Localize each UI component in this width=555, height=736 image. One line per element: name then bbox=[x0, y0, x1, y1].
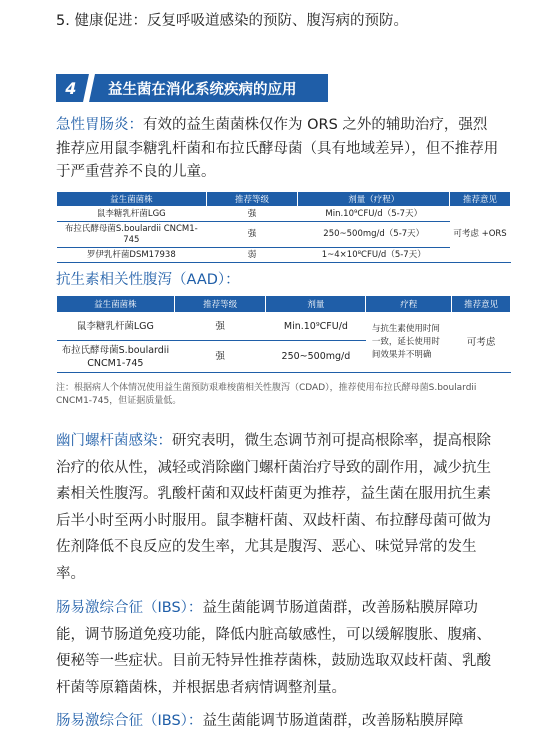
table2-header-dose: 剂量 bbox=[266, 296, 366, 313]
section-title: 益生菌在消化系统疾病的应用 bbox=[108, 81, 297, 98]
table-cell: 强 bbox=[206, 207, 298, 222]
gastroenteritis-paragraph bbox=[56, 114, 501, 185]
table2-header-grade: 推荐等级 bbox=[174, 296, 266, 313]
table-cell: 布拉氏酵母菌S.boulardii CNCM1-745 bbox=[57, 222, 207, 248]
gastroenteritis-table bbox=[56, 191, 511, 263]
table-cell: 布拉氏酵母菌S.boulardii CNCM1-745 bbox=[57, 341, 175, 373]
table2-header-opinion: 推荐意见 bbox=[452, 296, 511, 313]
gastroenteritis-text: 有效的益生菌菌株仅作为 ORS 之外的辅助治疗，强烈推荐应用鼠李糖乳杆菌和布拉氏酵母菌（具有地域差异），但不推荐用于严重营养不良的儿童。 bbox=[56, 117, 499, 180]
table1-header-strain: 益生菌菌株 bbox=[57, 192, 207, 207]
table-note: 注：根据病人个体情况使用益生菌预防艰难梭菌相关性腹泻（CDAD），推荐使用布拉氏酵母菌S.boulardii CNCM1-745，但证据质量低。 bbox=[56, 383, 477, 406]
table-cell: 弱 bbox=[206, 248, 298, 263]
table-row bbox=[57, 313, 511, 341]
table-cell: Min.10⁹CFU/d bbox=[266, 313, 366, 341]
table-cell: 与抗生素使用时间一致，延长使用时间效果并不明确 bbox=[366, 313, 452, 373]
aad-heading: 抗生素相关性腹泻（AAD）： bbox=[56, 272, 240, 288]
ibs-paragraph bbox=[56, 595, 501, 701]
table-cell: 可考虑 bbox=[452, 313, 511, 373]
table-row bbox=[57, 207, 511, 222]
table-cell: 250~500mg/d（5-7天） bbox=[298, 222, 450, 248]
table-cell: Min.10⁹CFU/d（5-7天） bbox=[298, 207, 450, 222]
table-cell: 鼠李糖乳杆菌LGG bbox=[57, 313, 175, 341]
table-cell: 250~500mg/d bbox=[266, 341, 366, 373]
ibs-heading-repeat: 肠易激综合征（IBS）： bbox=[56, 713, 203, 729]
table1-header-grade: 推荐等级 bbox=[206, 192, 298, 207]
table-cell: 鼠李糖乳杆菌LGG bbox=[57, 207, 207, 222]
health-promotion-line: 5. 健康促进：反复呼吸道感染的预防、腹泻病的预防。 bbox=[56, 13, 408, 29]
table-cell: 强 bbox=[206, 222, 298, 248]
helicobacter-paragraph bbox=[56, 428, 501, 587]
helicobacter-text: 研究表明，微生态调节剂可提高根除率，提高根除治疗的依从性，减轻或消除幽门螺杆菌治疗导致的副作用，减少抗生素相关性腹泻。乳酸杆菌和双歧杆菌更为推荐，益生菌在服用抗生素后半小时至两小时服用。鼠李糖杆菌、双歧杆菌、布拉酵母菌可做为佐剂降低不良反应的发生率，尤其是腹泻、恶心、味觉异常的发生率。 bbox=[56, 433, 491, 582]
helicobacter-heading: 幽门螺杆菌感染： bbox=[56, 433, 172, 449]
table-cell: 1~4×10⁸CFU/d（5-7天） bbox=[298, 248, 450, 263]
table1-header-opinion: 推荐意见 bbox=[450, 192, 511, 207]
table-cell: 强 bbox=[174, 341, 266, 373]
table-cell: 强 bbox=[174, 313, 266, 341]
table-row bbox=[57, 248, 511, 263]
table-row bbox=[57, 222, 511, 248]
gastroenteritis-heading: 急性胃肠炎： bbox=[56, 117, 143, 133]
ibs-paragraph-repeat bbox=[56, 708, 501, 735]
table1-header-dose: 剂量（疗程） bbox=[298, 192, 450, 207]
ibs-heading: 肠易激综合征（IBS）： bbox=[56, 600, 203, 616]
section-number: 4 bbox=[53, 74, 95, 102]
ibs-text-repeat: 益生菌能调节肠道菌群，改善肠粘膜屏障 bbox=[202, 713, 464, 729]
ibs-text: 益生菌能调节肠道菌群，改善肠粘膜屏障功能，调节肠道免疫功能，降低内脏高敏感性，可以缓解腹胀、腹痛、便秘等一些症状。目前无特异性推荐菌株，鼓励选取双歧杆菌、乳酸杆菌等原籍菌株，并根据患者病情调整剂量。 bbox=[56, 600, 491, 696]
aad-table bbox=[56, 295, 511, 373]
table-cell: 罗伊乳杆菌DSM17938 bbox=[57, 248, 207, 263]
table2-header-course: 疗程 bbox=[366, 296, 452, 313]
table2-header-strain: 益生菌菌株 bbox=[57, 296, 175, 313]
table-cell: 可考虑 +ORS bbox=[450, 207, 511, 263]
section-header bbox=[56, 74, 328, 102]
